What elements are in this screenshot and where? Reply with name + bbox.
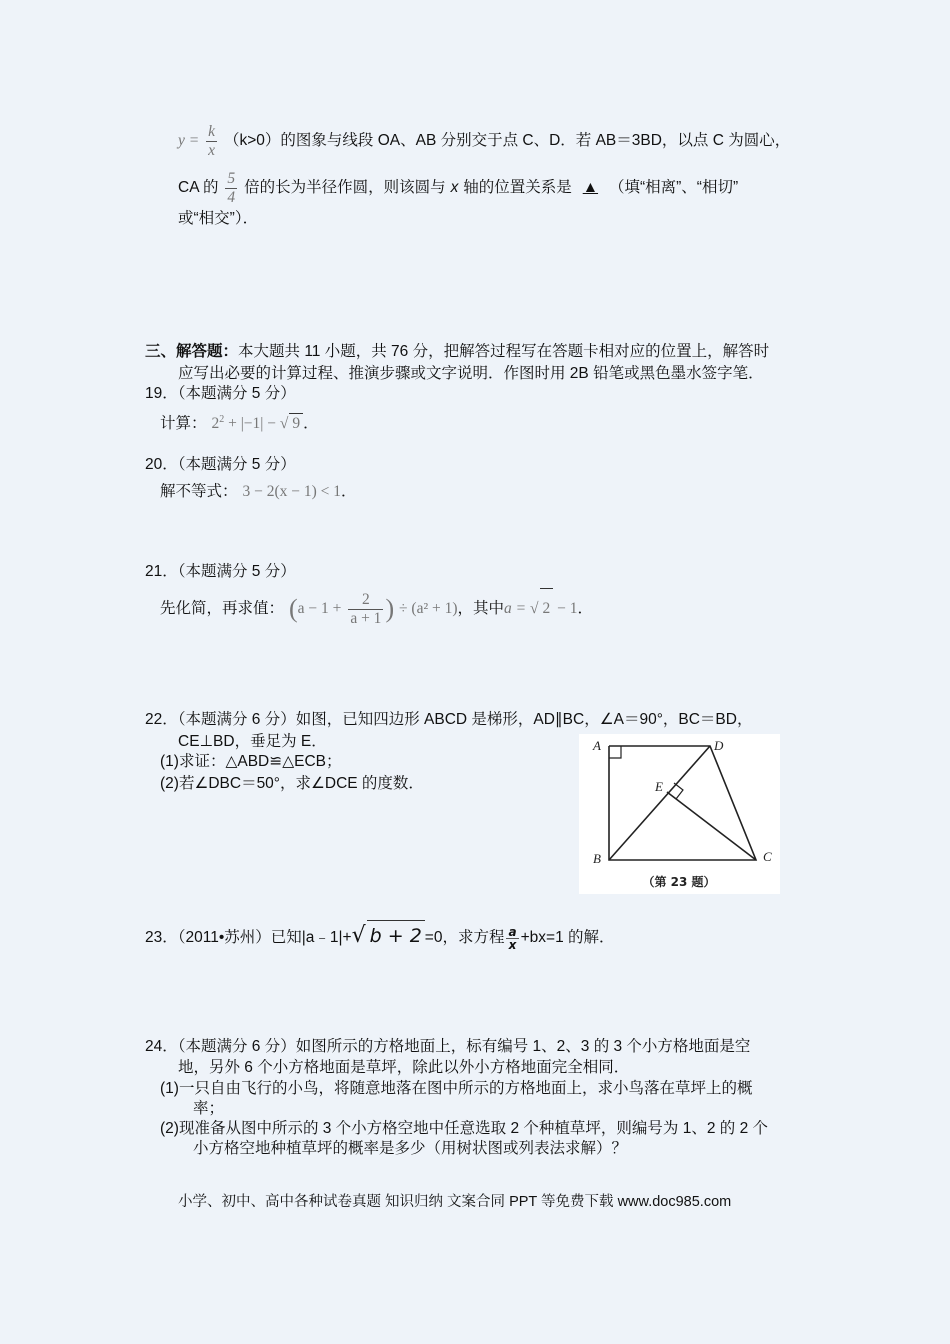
- section3-title: 三、解答题：: [145, 343, 239, 360]
- q18-fraction: $\frac{k}{x}$: [208, 122, 216, 159]
- paren-open: (: [288, 594, 298, 623]
- right-angle-a: [609, 746, 621, 758]
- q23-body: 23．（2011•苏州）已知|a﹣1|+√ b + 2 =0，求方程 $\frac{a}{x}$ +bx=1 的解．: [145, 920, 615, 953]
- q22-heading: 22．（本题满分 6 分）如图，已知四边形 ABCD 是梯形，AD∥BC，∠A＝90°，BC＝BD，: [145, 711, 753, 728]
- q24-part2: (2)现准备从图中所示的 3 个小方格空地中任意选取 2 个种植草坪，则编号为 1、2 的 2 个: [160, 1120, 768, 1137]
- q18-line2: CA 的 $\frac{5}{4}$ 倍的长为半径作圆，则该圆与 x 轴的位置关系是 ▲ （填“相离”、“相切”: [178, 167, 738, 208]
- q20-heading: 20．（本题满分 5 分）: [145, 456, 296, 473]
- section3-heading: 三、解答题：本大题共 11 小题，共 76 分，把解答过程写在答题卡相对应的位置上，解答时: [145, 343, 770, 360]
- q22-line2: CE⊥BD，垂足为 E．: [178, 733, 327, 750]
- trapezoid-diagram: [579, 734, 780, 894]
- q18-line3: 或“相交”）．: [178, 210, 259, 227]
- q23-fraction: $\frac{a}{x}$: [508, 924, 517, 952]
- q24-part1: (1)一只自由飞行的小鸟，将随意地落在图中所示的方格地面上，求小鸟落在草坪上的概: [160, 1080, 753, 1097]
- q24-heading: 24．（本题满分 6 分）如图所示的方格地面上，标有编号 1、2、3 的 3 个小方格地面是空: [145, 1038, 751, 1055]
- q18-line1: [178, 120, 790, 161]
- label-b: B: [593, 851, 601, 866]
- q24-part2-cont: 小方格空地种植草坪的概率是多少（用树状图或列表法求解）？: [193, 1140, 628, 1157]
- q21-heading: 21．（本题满分 5 分）: [145, 563, 296, 580]
- sqrt-sign: √: [351, 923, 366, 948]
- q24-part1-cont: 率；: [193, 1100, 225, 1117]
- figure-caption: （第 23 题）: [642, 875, 716, 889]
- q24-line2: 地，另外 6 个小方格地面是草坪，除此以外小方格地面完全相同．: [178, 1059, 630, 1076]
- segment-bd: [609, 746, 710, 860]
- label-a: A: [593, 738, 601, 753]
- label-d: D: [714, 738, 724, 753]
- q18-fraction-2: $\frac{5}{4}$: [227, 169, 236, 206]
- sqrt-sign: √: [279, 415, 289, 433]
- label-e: E: [655, 779, 663, 794]
- label-c: C: [763, 849, 772, 864]
- answer-blank: ▲: [582, 179, 599, 196]
- q20-body: 解不等式： 3 − 2(x − 1) < 1．: [160, 483, 357, 500]
- paren-close: ): [385, 594, 395, 623]
- q18-line1-text: （k>0）的图象与线段 OA、AB 分别交于点 C、D．若 AB＝3BD，以点 C 为圆心，: [223, 132, 791, 149]
- q22-part1: (1)求证：△ABD≌△ECB；: [160, 753, 342, 770]
- q22-part2: (2)若∠DBC＝50°，求∠DCE 的度数．: [160, 775, 424, 792]
- page-footer: 小学、初中、高中各种试卷真题 知识归纳 文案合同 PPT 等免费下载 www.doc985.com: [178, 1194, 732, 1210]
- q21-body: 先化简，再求值： (a − 1 + $\frac{2}{a + 1}$ ) ÷ (a² + 1)，其中a = √ 2 − 1．: [160, 588, 593, 629]
- section3-line2: 应写出必要的计算过程、推演步骤或文字说明．作图时用 2B 铅笔或黑色墨水签字笔．: [178, 365, 764, 382]
- q19-body: 计算： $2^2 + |-1|$ − √ 9 ．: [160, 414, 319, 433]
- q19-heading: 19．（本题满分 5 分）: [145, 385, 296, 402]
- trapezoid-figure: [579, 734, 780, 894]
- q21-fraction: $\frac{2}{a + 1}$: [350, 590, 382, 627]
- q18-func-y: y =: [178, 132, 200, 149]
- sqrt-sign: √: [530, 600, 539, 617]
